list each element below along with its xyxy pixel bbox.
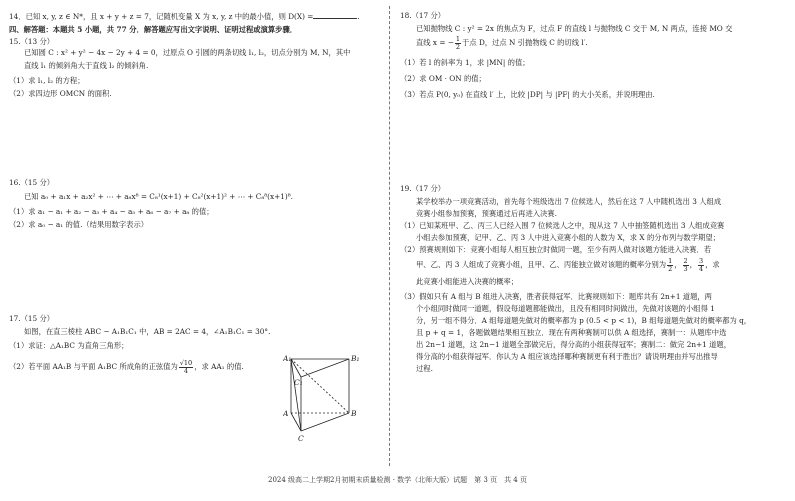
question-17-part2: （2）若平面 AA₁B 与平面 A₁BC 所成角的正弦值为 $\frac{√10}{4}$ ，求 AA₁ 的值.	[9, 358, 244, 375]
question-16-part1: （1）求 a₁ − a₁ + a₂ − a₃ + a₄ − a₅ + a₆ − a₇ + a₈ 的值；	[9, 207, 214, 216]
question-15-part1: （1）求 l₁, l₂ 的方程；	[9, 76, 85, 85]
section-heading: 四、解答题：本题共 5 小题，共 77 分．解答题应写出文字说明、证明过程或演算步骤．	[9, 25, 298, 34]
label-b: B	[351, 409, 357, 418]
question-19-line: 过程.	[416, 364, 433, 373]
answer-blank	[313, 11, 357, 19]
question-14: 14．已知 x, y, z ∈ N*，且 x + y + z = 7，记随机变量 X 为 x, y, z 中的最小值，则 D(X) = .	[9, 12, 360, 21]
question-19-line: 个小组同时做同一道题，假设每道题都能做出，且没有相同时间做出，先做对该题的小组得 1	[416, 304, 715, 313]
page-footer: 2024 级高二上学期2月初期末质量检测 · 数学（北师大版）试题 第 3 页 共 4 页	[268, 476, 527, 484]
question-18-part2: （2）求 OM · ON 的值；	[400, 74, 486, 83]
edge-cb	[301, 413, 349, 431]
question-19-line: 竞赛小组参加预赛，预赛通过后再进入决赛.	[416, 209, 557, 218]
question-17-part1: （1）求证：△A₁BC 为直角三角形；	[9, 341, 129, 350]
question-19-line: 甲、乙、丙 3 人组成了竞赛小组，且甲、乙、丙能独立做对该题的概率分别为 $\frac{1}{2}$ ， $\frac{2}{3}$ ， $\frac{3}{4}$ ，求	[416, 256, 720, 273]
question-18-part1: （1）若 l 的斜率为 1，求 |MN| 的值；	[400, 58, 530, 67]
prism-figure	[283, 351, 363, 443]
question-18-line: 已知抛物线 C : y² = 2x 的焦点为 F，过点 F 的直线 l 与抛物线 C 交于 M, N 两点，连接 MO 交	[416, 24, 733, 33]
fraction: $\frac{2}{3}$	[683, 256, 688, 273]
fraction: $\frac{1}{2}$	[668, 256, 673, 273]
label-a1: A₁	[283, 354, 292, 363]
question-18-part3: （3）若点 P(0, y₀) 在直线 l′ 上，比较 |DP| 与 |PF| 的大小关系，并说明理由.	[400, 90, 655, 99]
column-divider	[389, 6, 390, 466]
question-16-header: 16.（15 分）	[9, 178, 55, 187]
label-c: C	[298, 434, 304, 443]
fraction: $\frac{√10}{4}$	[179, 358, 193, 375]
question-19-header: 19.（17 分）	[400, 184, 446, 193]
question-17-header: 17.（15 分）	[9, 314, 55, 323]
label-c1: C₁	[294, 378, 303, 387]
question-16-line: 已知 a₀ + a₁x + a₂x² + ⋯ + a₈x⁸ = C₈¹(x+1) + C₈²(x+1)² + ⋯ + C₈⁸(x+1)⁸.	[24, 192, 293, 201]
question-19-part2: （2）预赛规则如下：竞赛小组每人相互独立时做同一题，至少有两人做对该题方能进入决赛．若	[400, 245, 712, 254]
label-a: A	[283, 409, 289, 418]
question-19-line: 小组去参加预赛，记甲、乙、丙 3 人中进入竞赛小组的人数为 X，求 X 的分布列与数学期望；	[416, 233, 720, 242]
question-19-line: 此竞赛小组能进入决赛的概率；	[416, 277, 519, 286]
question-18-line: 直线 x = − $\frac{1}{2}$ 于点 D，过点 N 引抛物线 C 的切线 l′.	[416, 34, 588, 51]
label-b1: B₁	[351, 354, 360, 363]
question-15-line: 已知圆 C : x² + y² − 4x − 2y + 4 = 0，过原点 O 引圆的两条切线 l₁, l₂，切点分别为 M, N，其中	[24, 48, 351, 57]
question-15-header: 15.（13 分）	[9, 37, 55, 46]
question-19-line: 某学校举办一项竞赛活动，首先每个班级选出 7 位候选人，然后在这 7 人中随机选出 3 人组成	[416, 197, 722, 206]
question-19-part3: （3）假如只有 A 组与 B 组进入决赛，胜者获得冠军．比赛规则如下：题库共有 2n+1 道题，两	[400, 292, 712, 301]
fraction: $\frac{3}{4}$	[698, 256, 704, 273]
question-15-part2: （2）求四边形 OMCN 的面积.	[9, 89, 112, 98]
question-16-part2: （2）求 a₀ − a₁ 的值.（结果用数字表示）	[9, 220, 149, 229]
fraction: $\frac{1}{2}$	[455, 34, 461, 51]
question-19-line: 出 2n−1 道题，这 2n−1 道题全部做完后，得分高的小组获得冠军；赛制二：做完 2n+1 道题，	[416, 340, 732, 349]
edge-c1b1	[301, 359, 349, 377]
question-14-text: 14．已知 x, y, z ∈ N*，且 x + y + z = 7，记随机变量 X 为 x, y, z 中的最小值，则 D(X) =	[9, 12, 314, 21]
question-15-line: 直线 l₁ 的倾斜角大于直线 l₂ 的倾斜角.	[24, 61, 149, 70]
question-18-header: 18.（17 分）	[400, 11, 446, 20]
question-19-line: 且 p + q = 1，各题做题结果相互独立．现在有两种赛制可以供 A 组选择，赛制一：从题库中选	[416, 328, 727, 337]
question-19-part1: （1）已知某班甲、乙、丙三人已经入围 7 位候选人之中，现从这 7 人中抽签随机选出 3 人组成竞赛	[400, 221, 725, 230]
question-17-line: 如图，在直三棱柱 ABC − A₁B₁C₁ 中，AB = 2AC = 4，∠A₁B₁C₁ = 30°.	[24, 327, 271, 336]
edge-a1c	[291, 359, 301, 431]
question-19-line: 分，另一组不得分．A 组每道题先做对的概率都为 p (0.5 < p < 1)，B 组每道题先做对的概率都为 q，	[416, 316, 752, 325]
question-19-line: 得分高的小组获得冠军．你认为 A 组应该选择哪种赛制更有利于胜出？请说明理由并写出推导	[416, 352, 718, 361]
